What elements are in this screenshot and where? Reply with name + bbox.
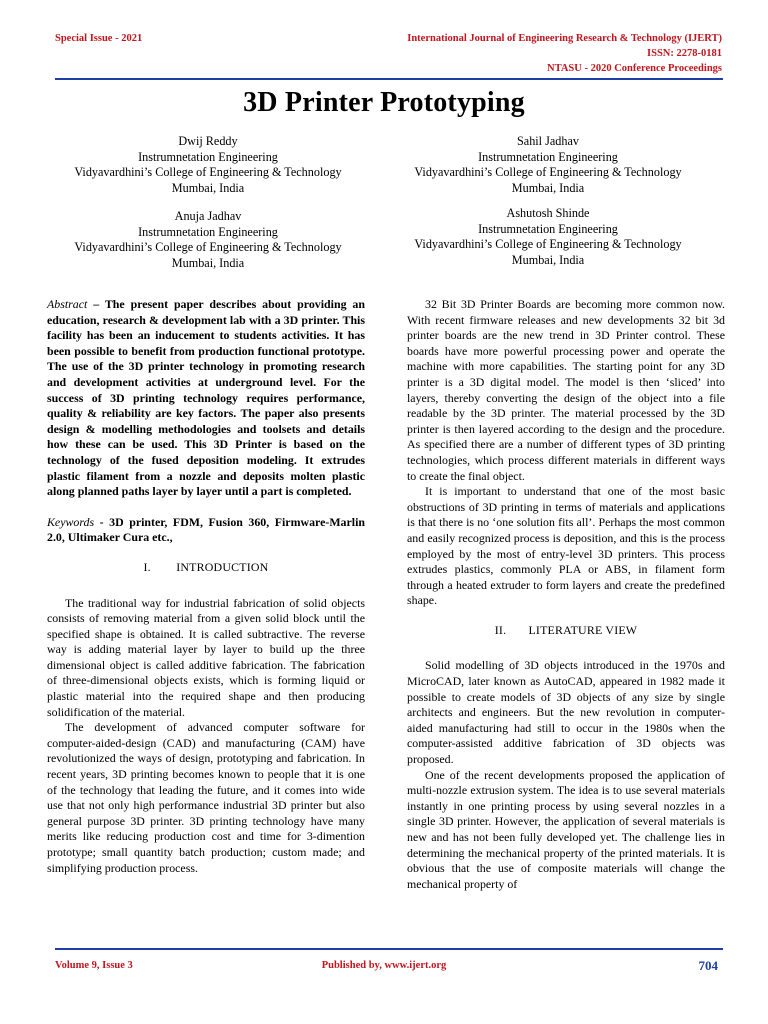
author-name: Dwij Reddy [178,134,238,148]
header-rule [55,78,723,80]
footer-volume: Volume 9, Issue 3 [55,960,133,971]
author-block-3 [38,209,378,271]
author-name: Ashutosh Shinde [506,206,590,220]
abstract [47,297,365,500]
author-dept: Instrumnetation Engineering [138,149,278,164]
author-inst: Vidyavardhini’s College of Engineering & Technology [74,240,342,254]
abstract-text: – The present paper describes about providing an education, research & development lab with a 3D printer. This facility has been an inducement to students activities. It has been possible to benefit from production functional prototype. The use of the 3D printer technology in promoting research and development activities at underground level. For the success of 3D printing technology requires performance, quality & reliability are key factors. The paper also presents design & modelling methodologies and toolsets and details how these can be used. This 3D Printer is based on the technology of the fused deposition modeling. It extrudes plastic filament from a nozzle and deposits molten plastic along planned paths layer by layer until a part is completed. [47,297,365,499]
page-number: 704 [698,958,718,973]
author-dept: Instrumnetation Engineering [138,224,278,239]
author-loc: Mumbai, India [511,252,585,267]
keywords-label: Keywords [47,514,95,529]
keywords [47,515,365,546]
footer-rule [55,948,723,950]
paragraph: It is important to understand that one of the most basic obstructions of 3D printing in terms of materials and applications is that there is no ‘one solution fits all’. Perhaps the most common and easily recognized process is deposition, and this is the process employed by the most of entry-level 3D printers. This process extrudes plastics, commonly PLA or ABS, in filament form through a heated extruder to form layers and create the predefined shape. [407,484,725,608]
author-loc: Mumbai, India [511,180,585,195]
running-header-journal [407,31,722,76]
author-loc: Mumbai, India [171,255,245,270]
author-dept: Instrumnetation Engineering [478,221,618,236]
author-name: Sahil Jadhav [517,134,579,148]
journal-issn: ISSN: 2278-0181 [647,48,722,59]
paragraph: The traditional way for industrial fabrication of solid objects consists of removing material from a given solid block until the specified shape is obtained. It is called subtractive. The reverse way is adding material layer by layer to build up the three dimensional object is called additive fabrication. The fabrication of three-dimensional objects exists, which is forming liquid or plastic material into the required shape and then producing solidification of the material. [47,595,365,719]
abstract-label: Abstract [47,297,88,311]
paragraph: Solid modelling of 3D objects introduced in the 1970s and MicroCAD, later known as AutoCAD, appeared in 1982 made it possible to create models of 3D objects of any size by single architects and engineers. But the new revolution in computer-aided manufacturing had still to occur in the 1980s when the computer-assisted additive fabrication of 3D objects was proposed. [407,658,725,767]
left-column [47,297,365,876]
paragraph: The development of advanced computer software for computer-aided-design (CAD) and manufacturing (CAM) have revolutionized the ways of design, prototyping and fabrication. In recent years, 3D printing becomes known to people that it is one of the technology that leading the future, and it comes into wide use that not only high performance industrial 3D printer but also general purpose 3D printer. 3D printing technology have many merits like reducing production cost and time for 3-dimention prototype; small quantity batch production; custom made; and simplifying production process. [47,720,365,875]
footer-publisher: Published by, www.ijert.org [321,960,447,971]
running-header-issue: Special Issue - 2021 [55,33,143,44]
paragraph: One of the recent developments proposed the application of multi-nozzle extrusion system. The idea is to use several materials instantly in one printing process by using several nozzles in a single 3D printer. However, the application of several materials is new and has not been fully developed yet. The challenge lies in determining the mechanical property of the printed materials. It is obvious that the use of composite materials will change the mechanical property of [407,767,725,891]
paper-title: 3D Printer Prototyping [243,87,525,118]
author-name: Anuja Jadhav [174,209,242,223]
author-inst: Vidyavardhini’s College of Engineering & Technology [74,165,342,179]
author-block-1 [38,134,378,196]
keywords-text: - 3D printer, FDM, Fusion 360, Firmware-Marlin 2.0, Ultimaker Cura etc., [47,514,365,545]
author-dept: Instrumnetation Engineering [478,149,618,164]
author-inst: Vidyavardhini’s College of Engineering & Technology [414,237,682,251]
journal-name: International Journal of Engineering Research & Technology (IJERT) [407,33,722,44]
right-column [407,297,725,892]
journal-proceedings: NTASU - 2020 Conference Proceedings [547,63,722,74]
paragraph: 32 Bit 3D Printer Boards are becoming more common now. With recent firmware releases and new developments 32 bit 3d printer boards are the new trend in 3D Printer control. These boards have more powerful processing power and operate the machine with more capabilities. The starting point for any 3D printer is a 3D digital model. The model is then ‘sliced’ into layers, thereby converting the design of the object into a file readable by the 3D printer. The material processed by the 3D printer is then layered according to the design and the procedure. As specified there are a number of different types of 3D printing technologies, which process different materials in different ways to create the final object. [407,297,725,483]
author-inst: Vidyavardhini’s College of Engineering & Technology [414,165,682,179]
section-heading-literature: II. LITERATURE VIEW [494,622,638,637]
author-loc: Mumbai, India [171,180,245,195]
author-block-2 [378,134,718,196]
author-block-4 [378,206,718,268]
section-heading-introduction: I. INTRODUCTION [143,559,269,574]
